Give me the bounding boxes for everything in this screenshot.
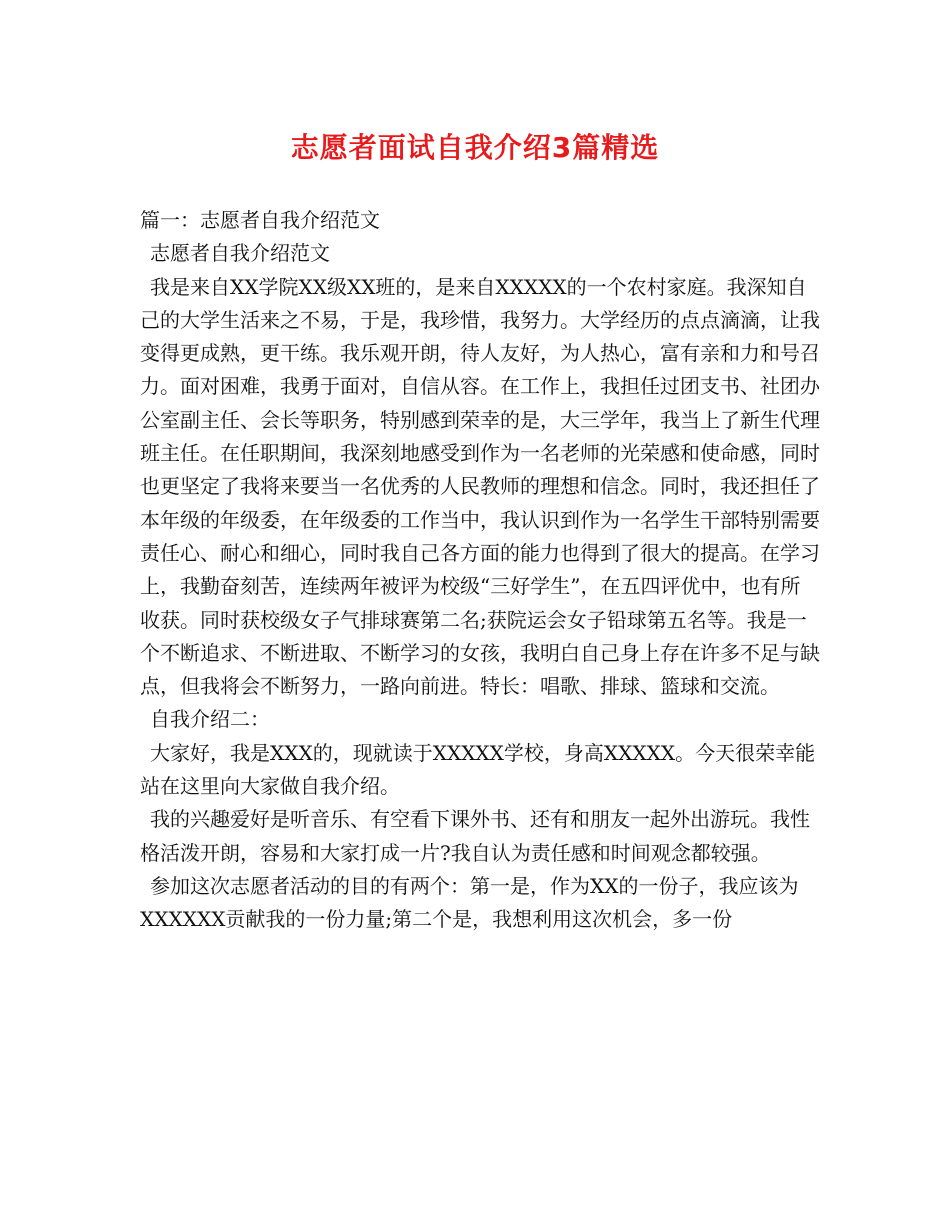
paragraph: 自我介绍二： bbox=[150, 707, 270, 732]
section-heading: 篇一：志愿者自我介绍范文 bbox=[140, 208, 380, 232]
paragraph: 大家好，我是XXX的，现就读于XXXXX学校，身高XXXXX。今天很荣幸能站在这里向大家做自我介绍。 bbox=[140, 740, 816, 799]
document-body bbox=[140, 204, 820, 937]
paragraph: 我的兴趣爱好是听音乐、有空看下课外书、还有和朋友一起外出游玩。我性格活泼开朗，容易和大家打成一片?我自认为责任感和时间观念都较强。 bbox=[140, 807, 810, 865]
paragraph: 我是来自XX学院XX级XX班的，是来自XXXXX的一个农村家庭。我深知自己的大学生活来之不易，于是，我珍惜，我努力。大学经历的点点滴滴，让我变得更成熟，更干练。我乐观开朗，待人友好，为人热心，富有亲和力和号召力。面对困难，我勇于面对，自信从容。在工作上，我担任过团支书、社团办公室副主任、会长等职务，特别感到荣幸的是，大三学年，我当上了新生代理班主任。在任职期间，我深刻地感受到作为一名老师的光荣感和使命感，同时也更坚定了我将来要当一名优秀的人民教师的理想和信念。同时，我还担任了本年级的年级委，在年级委的工作当中，我认识到作为一名学生干部特别需要责任心、耐心和细心，同时我自己各方面的能力也得到了很大的提高。在学习上，我勤奋刻苦，连续两年被评为校级“三好学生”，在五四评优中，也有所收获。同时获校级女子气排球赛第二名;获院运会女子铅球第五名等。我是一个不断追求、不断进取、不断学习的女孩，我明白自己身上存在许多不足与缺点，但我将会不断努力，一路向前进。特长：唱歌、排球、篮球和交流。 bbox=[140, 274, 820, 699]
document-title: 志愿者面试自我介绍3篇精选 bbox=[290, 131, 660, 164]
section-subheading: 志愿者自我介绍范文 bbox=[150, 241, 330, 266]
paragraph: 参加这次志愿者活动的目的有两个：第一是，作为XX的一份子，我应该为XXXXXX贡献我的一份力量;第二个是，我想利用这次机会，多一份 bbox=[140, 873, 799, 932]
